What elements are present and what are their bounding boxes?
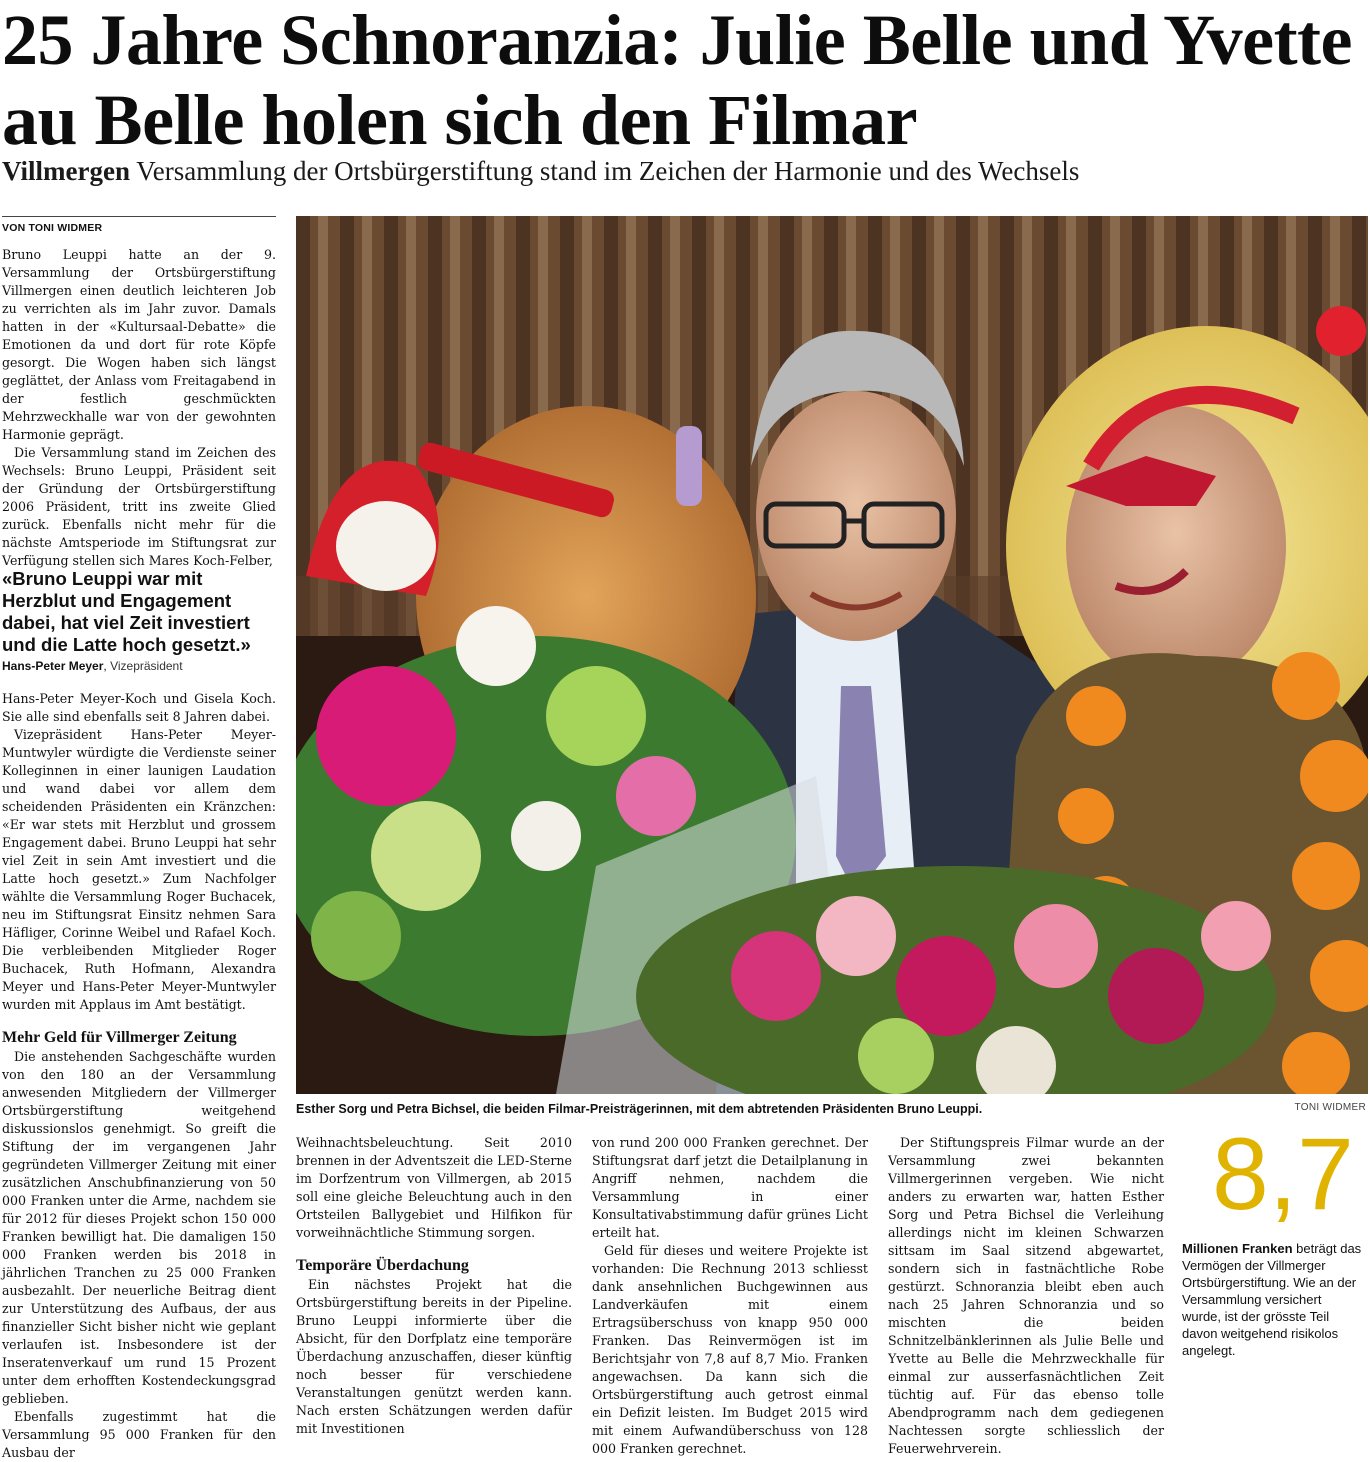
- quote-author: Hans-Peter Meyer: [2, 659, 104, 673]
- paragraph: Weihnachtsbeleuchtung. Seit 2010 brennen in der Adventszeit die LED-Sterne im Dorfzentrum von Villmergen, ab 2015 soll eine gleiche Beleuchtung auch in den Ortsteilen Ballygebiet und Hilfikon für vorweihnächtliche Stimmung sorgen.: [296, 1135, 572, 1240]
- paragraph: von rund 200 000 Franken gerechnet. Der Stiftungsrat darf jetzt die Detailplanung in Angriff nehmen, nachdem die Versammlung in einer Konsultativabstimmung dafür grünes Licht erteilt hat.: [592, 1135, 868, 1240]
- pull-quote: «Bruno Leuppi war mit Herzblut und Engagement dabei, hat viel Zeit investiert und die Latte hoch gesetzt.»: [2, 568, 251, 655]
- headline: 25 Jahre Schnoranzia: Julie Belle und Yvette au Belle holen sich den Filmar: [2, 0, 1352, 160]
- fact-number: 8,7: [1212, 1117, 1354, 1231]
- article-photo: [296, 216, 1368, 1094]
- fact-body: beträgt das Vermögen der Villmerger Ortsbürgerstiftung. Wie an der Versammlung versichert wurde, ist der grösste Teil davon weitgehend risikolos angelegt.: [1182, 1241, 1362, 1358]
- photo-caption: Esther Sorg und Petra Bichsel, die beiden Filmar-Preisträgerinnen, mit dem abtretenden Präsidenten Bruno Leuppi.: [296, 1102, 983, 1116]
- paragraph: Hans-Peter Meyer-Koch und Gisela Koch. Sie alle sind ebenfalls seit 8 Jahren dabei.: [2, 691, 276, 724]
- quote-role: Vizepräsident: [110, 659, 183, 673]
- photo-illustration: [296, 216, 1368, 1094]
- pull-quote-source: Hans-Peter Meyer, Vizepräsident: [2, 659, 183, 673]
- column-2: [296, 1134, 572, 1438]
- fact-text: [1182, 1240, 1362, 1359]
- section-heading: Mehr Geld für Villmerger Zeitung: [2, 1029, 237, 1046]
- column-1-top: [2, 246, 276, 570]
- fact-bold: Millionen Franken: [1182, 1241, 1293, 1256]
- paragraph: Ein nächstes Projekt hat die Ortsbürgerstiftung bereits in der Pipeline. Bruno Leuppi informierte über die Absicht, für den Dorfplatz eine temporäre Überdachung anzuschaffen, dieser künftig noch besser für verschiedene Veranstaltungen genützt werden kann. Nach ersten Schätzungen werden dafür mit Investitionen: [296, 1277, 572, 1436]
- section-heading: Temporäre Überdachung: [296, 1257, 469, 1274]
- subhead-place: Villmergen: [2, 156, 130, 186]
- paragraph: Bruno Leuppi hatte an der 9. Versammlung der Ortsbürgerstiftung Villmergen einen deutlich leichteren Job zu verrichten als im Jahr zuvor. Damals hatten in der «Kultursaal-Debatte» die Emotionen da und dort für rote Köpfe gesorgt. Die Wogen haben sich längst geglättet, der Anlass vom Freitagabend in der festlich geschmückten Mehrzweckhalle war von der gewohnten Harmonie geprägt.: [2, 247, 276, 442]
- paragraph: Der Stiftungspreis Filmar wurde an der Versammlung zwei bekannten Villmergerinnen vergeben. Wie nicht anders zu erwarten war, hatten Esther Sorg und Petra Bichsel die Verleihung allerdings nicht im kleinen Schwarzen sittsam im Saal sitzend abgewartet, sondern sich in fastnächtliche Robe gestürzt. Schnoranzia bleibt eben auch nach 25 Jahren Schnoranzia und so mischten die beiden Schnitzelbänklerinnen als Julie Belle und Yvette au Belle die Mehrzweckhalle für einmal zur ausserfasnächtlichen Zeit tüchtig auf. Für das ebenso tolle Abendprogramm nach dem gediegenen Nachtessen sorgte schliesslich der Feuerwehrverein.: [888, 1135, 1164, 1456]
- byline: VON TONI WIDMER: [2, 216, 276, 234]
- column-3: [592, 1134, 868, 1458]
- column-4: [888, 1134, 1164, 1458]
- paragraph: Ebenfalls zugestimmt hat die Versammlung 95 000 Franken für den Ausbau der: [2, 1409, 276, 1460]
- subhead-text: Versammlung der Ortsbürgerstiftung stand im Zeichen der Harmonie und des Wechsels: [136, 156, 1080, 186]
- subheadline: [2, 154, 1362, 188]
- paragraph: Vizepräsident Hans-Peter Meyer-Muntwyler würdigte die Verdienste seiner Kolleginnen in einer launigen Laudation und wand dabei vor allem dem scheidenden Präsidenten ein Kränzchen: «Er war stets mit Herzblut und grossem Engagement dabei. Bruno Leuppi hat sehr viel Zeit in sein Amt investiert und die Latte hoch gesetzt.» Zum Nachfolger wählte die Versammlung Roger Buchacek, neu im Stiftungsrat Einsitz nehmen Sara Häfliger, Corinne Weibel und Rafael Koch. Die verbleibenden Mitglieder Roger Buchacek, Ruth Hofmann, Alexandra Meyer und Hans-Peter Meyer-Muntwyler wurden mit Applaus im Amt bestätigt.: [2, 727, 276, 1012]
- paragraph: Geld für dieses und weitere Projekte ist vorhanden: Die Rechnung 2013 schliesst dank ansehnlichen Buchgewinnen aus Landverkäufen mit einem Ertragsüberschuss von knapp 950 000 Franken. Das Reinvermögen ist im Berichtsjahr von 7,8 auf 8,7 Mio. Franken angewachsen. Da kann sich die Ortsbürgerstiftung auch getrost einmal ein Defizit leisten. Im Budget 2015 wird mit einem Aufwandüberschuss von 128 000 Franken gerechnet.: [592, 1243, 868, 1456]
- paragraph: Die Versammlung stand im Zeichen des Wechsels: Bruno Leuppi, Präsident seit der Gründung der Ortsbürgerstiftung 2006 Präsident, tritt ins zweite Glied zurück. Ebenfalls nicht mehr für die nächste Amtsperiode im Stiftungsrat zur Verfügung stellen sich Mares Koch-Felber,: [2, 445, 276, 568]
- photo-credit: TONI WIDMER: [1294, 1102, 1366, 1113]
- column-1-bottom: [2, 690, 276, 1462]
- paragraph: Die anstehenden Sachgeschäfte wurden von den 180 an der Versammlung anwesenden Mitgliedern der Villmerger Ortsbürgerstiftung weitgehend diskussionslos genehmigt. So greift die Stiftung der im vergangenen Jahr gegründeten Villmerger Zeitung mit einer zusätzlichen Anschubfinanzierung von 50 000 Franken unter die Arme, nachdem sie für 2012 für dieses Projekt schon 150 000 Franken bewilligt hat. Die damaligen 150 000 Franken werden bis 2018 in jährlichen Tranchen zu 25 000 Franken ausbezahlt. Der neuerliche Beitrag dient zur Unterstützung des Aufbaus, der aus finanzieller Sicht bisher nicht wie geplant verlaufen ist. Insbesondere ist der Inseratenverkauf um rund 15 Prozent unter dem erhofften Kostendeckungsgrad geblieben.: [2, 1049, 276, 1406]
